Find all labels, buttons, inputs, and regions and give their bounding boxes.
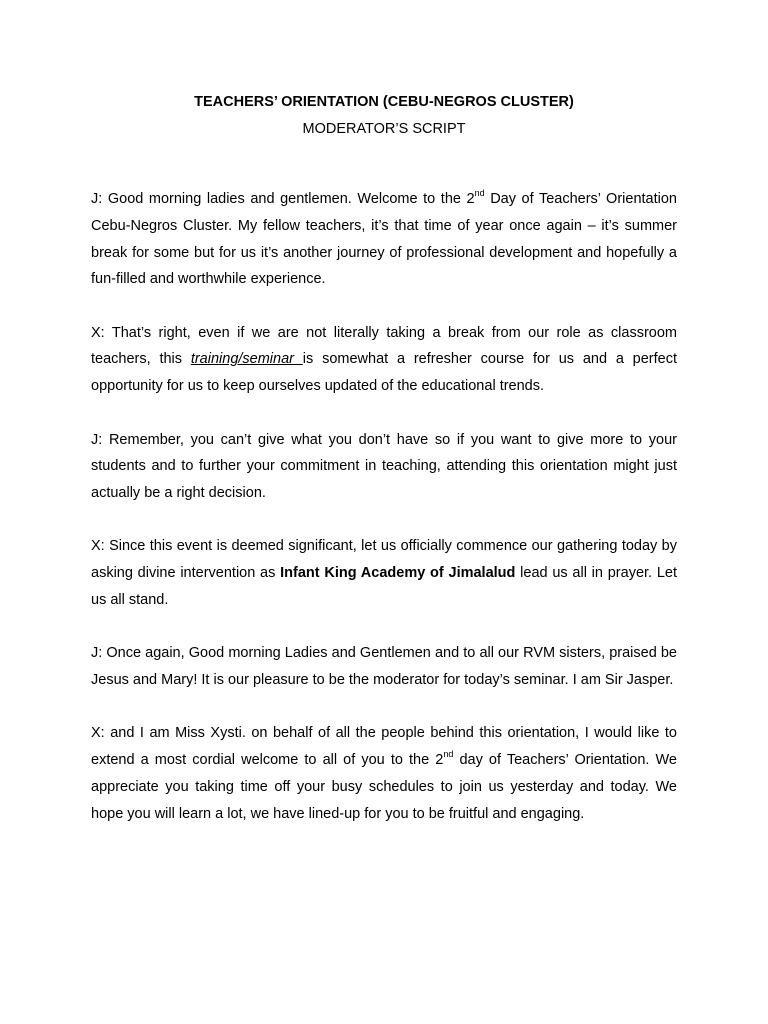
paragraph-6	[91, 720, 677, 827]
paragraph-6-text-a: X: and I am Miss Xysti. on behalf of all the people behind this orientation, I would like to extend a most cordial welcome to all of you to the 2	[91, 725, 677, 769]
ordinal-suffix: nd	[474, 188, 485, 199]
paragraph-1-text-b: Day of Teachers’ Orientation Cebu-Negros Cluster. My fellow teachers, it’s that time of year once again – it’s summer break for some but for us it’s another journey of professional development and hopefully a fun-filled and worthwhile experience.	[91, 191, 677, 288]
paragraph-4	[91, 533, 677, 613]
paragraph-1	[91, 186, 677, 293]
paragraph-5: J: Once again, Good morning Ladies and Gentlemen and to all our RVM sisters, praised be Jesus and Mary! It is our pleasure to be the moderator for today’s seminar. I am Sir Jasper.	[91, 645, 677, 689]
emphasized-term: training/seminar	[190, 351, 303, 368]
ordinal-suffix: nd	[443, 749, 454, 760]
paragraph-4-text-b: lead us all in prayer. Let us all stand.	[91, 565, 677, 609]
paragraph-4-text-a: X: Since this event is deemed significant, let us officially commence our gathering today by asking divine intervention as	[91, 538, 677, 582]
paragraph-6-text-b: day of Teachers’ Orientation. We appreciate you taking time off your busy schedules to join us yesterday and today. We hope you will learn a lot, we have lined-up for you to be fruitful and engaging.	[91, 752, 677, 822]
document-title: TEACHERS’ ORIENTATION (CEBU-NEGROS CLUSTER)	[194, 94, 574, 110]
paragraph-2-text-a: X: That’s right, even if we are not literally taking a break from our role as classroom teachers, this	[91, 324, 677, 368]
paragraph-3: J: Remember, you can’t give what you don’t have so if you want to give more to your students and to further your commitment in teaching, attending this orientation might just actually be a right decision.	[91, 431, 677, 502]
paragraph-2-text-b: is somewhat a refresher course for us and a perfect opportunity for us to keep ourselves updated of the educational trends.	[91, 351, 678, 395]
document-subtitle: MODERATOR’S SCRIPT	[302, 121, 466, 137]
script-body	[91, 186, 677, 854]
paragraph-2	[91, 320, 677, 400]
paragraph-1-text-a: J: Good morning ladies and gentlemen. Welcome to the 2	[91, 191, 475, 207]
school-name: Infant King Academy of Jimalalud	[280, 565, 516, 582]
